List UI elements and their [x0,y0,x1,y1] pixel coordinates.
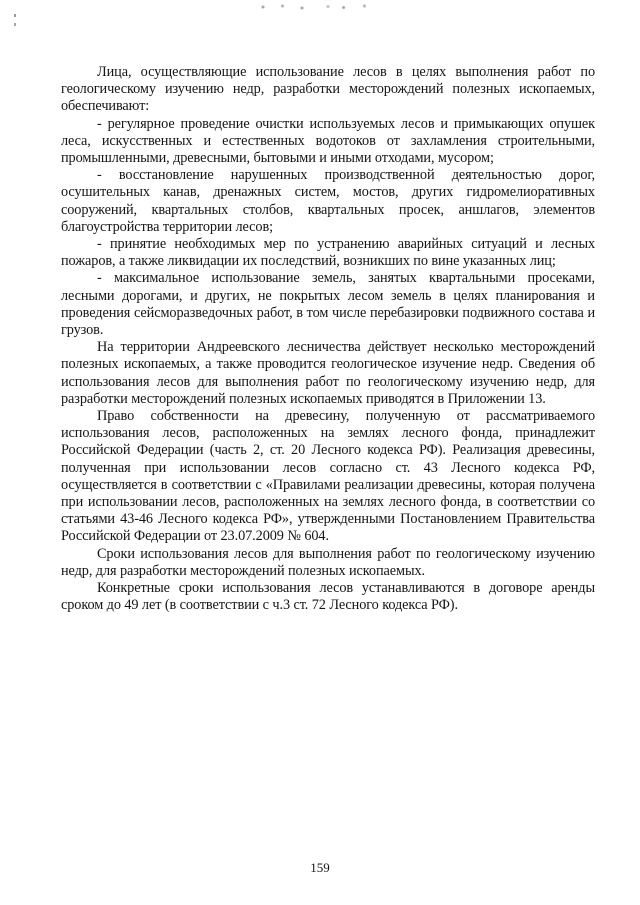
bullet-cleaning: - регулярное проведение очистки используемых лесов и примыкающих опушек леса, искусственных и естественных водотоков от захламления строительными, промышленными, древесными, бытовыми и иными отходами, мусором; [61,115,595,167]
bullet-restoration: - восстановление нарушенных производственной деятельностью дорог, осушительных канав, дренажных систем, мостов, других гидромелиоративных сооружений, квартальных столбов, квартальных просек, аншлагов, элементов благоустройства территории лесов; [61,167,595,235]
scan-artifact [250,2,380,12]
margin-mark [14,14,16,36]
paragraph-deposits: На территории Андреевского лесничества действует несколько месторождений полезных ископаемых, а также проводится геологическое изучение недр. Сведения об использования лесов для выполнения работ по геологическому изучению недр, для разработки месторождений полезных ископаемых приводятся в Приложении 13. [61,339,595,407]
paragraph-lease-terms: Конкретные сроки использования лесов устанавливаются в договоре аренды сроком до 49 лет (в соответствии с ч.3 ст. 72 Лесного кодекса РФ). [61,580,595,614]
paragraph-ownership: Право собственности на древесину, полученную от рассматриваемого использования лесов, расположенных на землях лесного фонда, принадлежит Российской Федерации (часть 2, ст. 20 Лесного кодекса РФ). Реализация древесины, полученная при использовании лесов согласно ст. 43 Лесного кодекса РФ, осуществляется в соответствии с «Правилами реализации древесины, которая получена при использовании лесов, расположенных на землях лесного фонда, в соответствии со статьями 43-46 Лесного кодекса РФ», утвержденными Постановлением Правительства Российской Федерации от 23.07.2009 № 604. [61,408,595,545]
bullet-land-use: - максимальное использование земель, занятых квартальными просеками, лесными дорогами, и других, не покрытых лесом земель в целях планирования и проведения сейсморазведочных работ, в том числе перебазировки подвижного состава и грузов. [61,270,595,339]
paragraph-obligations-intro: Лица, осуществляющие использование лесов в целях выполнения работ по геологическому изучению недр, разработки месторождений полезных ископаемых, обеспечивают: [61,64,595,115]
paragraph-terms: Сроки использования лесов для выполнения работ по геологическому изучению недр, для разработки месторождений полезных ископаемых. [61,545,595,579]
bullet-emergency: - принятие необходимых мер по устранению аварийных ситуаций и лесных пожаров, а также ликвидации их последствий, возникших по вине указанных лиц; [61,236,595,270]
document-page [61,64,595,615]
page-number: 159 [310,860,330,875]
